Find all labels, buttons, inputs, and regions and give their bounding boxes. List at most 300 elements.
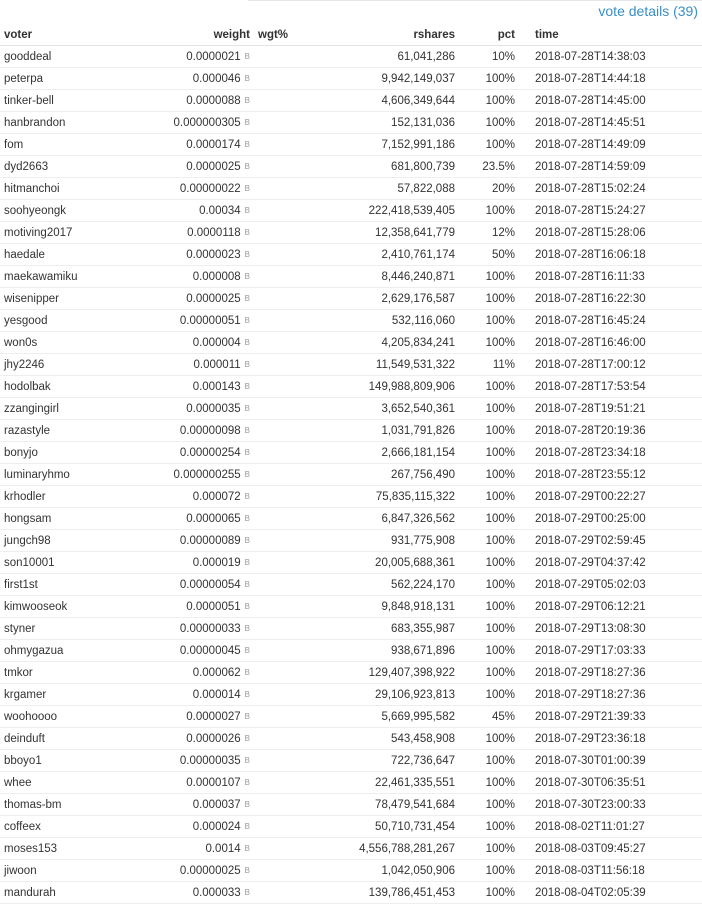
weight-cell [140,684,254,706]
voter-cell [0,706,140,728]
time-cell: 2018-07-30T23:00:33 [519,794,702,816]
table-row [0,530,702,552]
table-row [0,244,702,266]
weight-unit-icon: B [244,535,250,545]
voter-link[interactable]: whee [4,776,32,789]
weight-unit-icon: B [244,51,250,61]
votes-table-body [0,46,702,904]
weight-cell [140,46,254,68]
time-cell: 2018-07-29T13:08:30 [519,618,702,640]
voter-cell [0,332,140,354]
weight-value: 0.00000022 [179,182,241,195]
table-row [0,178,702,200]
voter-cell [0,552,140,574]
wgt-cell [254,68,344,90]
voter-link[interactable]: mandurah [4,886,56,899]
table-row [0,486,702,508]
rshares-cell: 78,479,541,684 [344,794,459,816]
rshares-cell: 9,942,149,037 [344,68,459,90]
voter-cell [0,464,140,486]
wgt-cell [254,816,344,838]
weight-cell [140,156,254,178]
weight-value: 0.000000255 [173,468,241,481]
table-row [0,794,702,816]
weight-value: 0.000008 [192,270,241,283]
rshares-cell: 29,106,923,813 [344,684,459,706]
table-row [0,816,702,838]
pct-cell: 100% [459,728,519,750]
pct-cell: 100% [459,508,519,530]
weight-value: 0.00000054 [179,578,241,591]
wgt-cell [254,662,344,684]
weight-unit-icon: B [244,425,250,435]
wgt-cell [254,398,344,420]
rshares-cell: 61,041,286 [344,46,459,68]
voter-link[interactable]: first1st [4,578,38,591]
table-row [0,112,702,134]
weight-cell [140,508,254,530]
weight-value: 0.000019 [192,556,241,569]
column-header-voter[interactable]: voter [0,24,140,46]
table-row [0,838,702,860]
header-divider [248,0,702,1]
voter-cell [0,376,140,398]
voter-link[interactable]: jiwoon [4,864,37,877]
weight-unit-icon: B [244,315,250,325]
weight-unit-icon: B [244,689,250,699]
voter-link[interactable]: yesgood [4,314,48,327]
pct-cell: 100% [459,794,519,816]
table-row [0,552,702,574]
weight-value: 0.000037 [192,798,241,811]
voter-link[interactable]: luminaryhmo [4,468,70,481]
time-cell: 2018-07-28T17:00:12 [519,354,702,376]
table-row [0,420,702,442]
wgt-cell [254,310,344,332]
weight-value: 0.0014 [205,842,241,855]
weight-unit-icon: B [244,183,250,193]
pct-cell: 100% [459,134,519,156]
wgt-cell [254,222,344,244]
voter-cell [0,618,140,640]
rshares-cell: 722,736,647 [344,750,459,772]
voter-cell [0,662,140,684]
time-cell: 2018-07-28T15:02:24 [519,178,702,200]
weight-cell [140,376,254,398]
weight-value: 0.0000027 [186,710,241,723]
table-row [0,288,702,310]
weight-cell [140,816,254,838]
weight-unit-icon: B [244,73,250,83]
weight-cell [140,134,254,156]
table-row [0,222,702,244]
table-row [0,156,702,178]
pct-cell: 100% [459,596,519,618]
weight-cell [140,838,254,860]
voter-link[interactable]: soohyeongk [4,204,67,217]
wgt-cell [254,90,344,112]
voter-cell [0,178,140,200]
weight-unit-icon: B [244,337,250,347]
pct-cell: 12% [459,222,519,244]
weight-value: 0.0000035 [186,402,241,415]
weight-cell [140,112,254,134]
rshares-cell: 12,358,641,779 [344,222,459,244]
pct-cell: 100% [459,530,519,552]
wgt-cell [254,618,344,640]
table-row [0,772,702,794]
weight-value: 0.000014 [192,688,241,701]
voter-link[interactable]: woohoooo [4,710,58,723]
voter-cell [0,794,140,816]
column-header-wgt[interactable]: wgt% [254,24,344,46]
voter-cell [0,728,140,750]
pct-cell: 100% [459,200,519,222]
pct-cell: 100% [459,266,519,288]
voter-cell [0,90,140,112]
voter-cell [0,288,140,310]
pct-cell: 45% [459,706,519,728]
pct-cell: 100% [459,552,519,574]
weight-unit-icon: B [244,403,250,413]
weight-unit-icon: B [244,469,250,479]
voter-link[interactable]: moses153 [4,842,58,855]
voter-cell [0,420,140,442]
weight-unit-icon: B [244,491,250,501]
vote-details-link[interactable]: vote details (39) [598,3,698,19]
voter-link[interactable]: ohmygazua [4,644,64,657]
rshares-cell: 149,988,809,906 [344,376,459,398]
weight-value: 0.000033 [192,886,241,899]
pct-cell: 100% [459,860,519,882]
time-cell: 2018-07-28T19:51:21 [519,398,702,420]
rshares-cell: 681,800,739 [344,156,459,178]
pct-cell: 100% [459,442,519,464]
weight-cell [140,354,254,376]
time-cell: 2018-07-29T21:39:33 [519,706,702,728]
weight-value: 0.00000051 [179,314,241,327]
rshares-cell: 683,355,987 [344,618,459,640]
voter-link[interactable]: dyd2663 [4,160,49,173]
weight-unit-icon: B [244,843,250,853]
wgt-cell [254,332,344,354]
weight-unit-icon: B [244,799,250,809]
pct-cell: 100% [459,420,519,442]
wgt-cell [254,596,344,618]
voter-cell [0,134,140,156]
vote-details-header [0,0,702,24]
rshares-cell: 222,418,539,405 [344,200,459,222]
pct-cell: 100% [459,288,519,310]
rshares-cell: 267,756,490 [344,464,459,486]
weight-value: 0.0000065 [186,512,241,525]
time-cell: 2018-07-28T17:53:54 [519,376,702,398]
rshares-cell: 938,671,896 [344,640,459,662]
pct-cell: 100% [459,882,519,904]
wgt-cell [254,772,344,794]
time-cell: 2018-07-29T04:37:42 [519,552,702,574]
weight-value: 0.00000033 [179,622,241,635]
weight-value: 0.00000035 [179,754,241,767]
voter-link[interactable]: wisenipper [4,292,59,305]
weight-value: 0.0000088 [186,94,241,107]
time-cell: 2018-07-28T14:44:18 [519,68,702,90]
time-cell: 2018-07-29T05:02:03 [519,574,702,596]
weight-cell [140,68,254,90]
pct-cell: 100% [459,486,519,508]
time-cell: 2018-07-29T18:27:36 [519,662,702,684]
pct-cell: 100% [459,618,519,640]
weight-cell [140,772,254,794]
table-row [0,90,702,112]
weight-value: 0.0000023 [186,248,241,261]
weight-cell [140,530,254,552]
column-header-rshares[interactable]: rshares [344,24,459,46]
pct-cell: 100% [459,816,519,838]
pct-cell: 100% [459,68,519,90]
weight-value: 0.0000021 [186,50,241,63]
voter-cell [0,508,140,530]
time-cell: 2018-07-29T06:12:21 [519,596,702,618]
voter-link[interactable]: jhy2246 [4,358,45,371]
voter-link[interactable]: krgamer [4,688,47,701]
voter-link[interactable]: krhodler [4,490,46,503]
table-row [0,68,702,90]
rshares-cell: 4,556,788,281,267 [344,838,459,860]
weight-unit-icon: B [244,293,250,303]
voter-cell [0,640,140,662]
wgt-cell [254,860,344,882]
table-row [0,750,702,772]
time-cell: 2018-07-28T16:11:33 [519,266,702,288]
time-cell: 2018-07-28T15:24:27 [519,200,702,222]
voter-link[interactable]: won0s [4,336,38,349]
weight-value: 0.00034 [199,204,241,217]
rshares-cell: 8,446,240,871 [344,266,459,288]
wgt-cell [254,728,344,750]
voter-link[interactable]: thomas-bm [4,798,62,811]
voter-link[interactable]: bboyo1 [4,754,42,767]
voter-link[interactable]: motiving2017 [4,226,73,239]
wgt-cell [254,288,344,310]
weight-unit-icon: B [244,645,250,655]
voter-link[interactable]: tinker-bell [4,94,54,107]
rshares-cell: 3,652,540,361 [344,398,459,420]
voter-link[interactable]: son10001 [4,556,55,569]
rshares-cell: 11,549,531,322 [344,354,459,376]
voter-cell [0,354,140,376]
voter-cell [0,310,140,332]
rshares-cell: 57,822,088 [344,178,459,200]
weight-value: 0.000011 [193,358,241,371]
weight-value: 0.000024 [192,820,241,833]
rshares-cell: 562,224,170 [344,574,459,596]
column-header-time[interactable]: time [519,24,702,46]
weight-unit-icon: B [244,887,250,897]
pct-cell: 100% [459,376,519,398]
rshares-cell: 5,669,995,582 [344,706,459,728]
voter-cell [0,486,140,508]
table-row [0,398,702,420]
weight-value: 0.000046 [192,72,241,85]
voter-cell [0,860,140,882]
rshares-cell: 2,629,176,587 [344,288,459,310]
rshares-cell: 50,710,731,454 [344,816,459,838]
wgt-cell [254,46,344,68]
pct-cell: 10% [459,46,519,68]
time-cell: 2018-07-28T15:28:06 [519,222,702,244]
wgt-cell [254,112,344,134]
table-row [0,442,702,464]
weight-unit-icon: B [244,447,250,457]
weight-value: 0.00000254 [179,446,241,459]
time-cell: 2018-07-29T02:59:45 [519,530,702,552]
voter-link[interactable]: peterpa [4,72,44,85]
wgt-cell [254,552,344,574]
wgt-cell [254,706,344,728]
rshares-cell: 931,775,908 [344,530,459,552]
voter-cell [0,442,140,464]
voter-link[interactable]: tmkor [4,666,33,679]
voter-cell [0,882,140,904]
table-row [0,640,702,662]
weight-cell [140,332,254,354]
pct-cell: 100% [459,464,519,486]
weight-value: 0.000062 [192,666,241,679]
time-cell: 2018-07-29T23:36:18 [519,728,702,750]
pct-cell: 100% [459,310,519,332]
weight-unit-icon: B [244,755,250,765]
voter-link[interactable]: styner [4,622,36,635]
weight-value: 0.000143 [192,380,241,393]
voter-link[interactable]: maekawamiku [4,270,78,283]
weight-cell [140,486,254,508]
wgt-cell [254,442,344,464]
wgt-cell [254,486,344,508]
time-cell: 2018-08-02T11:01:27 [519,816,702,838]
wgt-cell [254,200,344,222]
rshares-cell: 1,042,050,906 [344,860,459,882]
weight-unit-icon: B [244,601,250,611]
wgt-cell [254,574,344,596]
pct-cell: 11% [459,354,519,376]
weight-value: 0.000000305 [173,116,241,129]
voter-link[interactable]: hanbrandon [4,116,66,129]
voter-link[interactable]: hongsam [4,512,52,525]
weight-unit-icon: B [244,667,250,677]
weight-unit-icon: B [244,271,250,281]
wgt-cell [254,684,344,706]
time-cell: 2018-07-29T17:03:33 [519,640,702,662]
weight-unit-icon: B [244,557,250,567]
table-row [0,706,702,728]
table-row [0,464,702,486]
weight-unit-icon: B [244,623,250,633]
weight-value: 0.000072 [192,490,241,503]
table-row [0,332,702,354]
voter-link[interactable]: bonyjo [4,446,38,459]
weight-value: 0.00000025 [179,864,241,877]
weight-value: 0.000004 [192,336,241,349]
column-header-weight[interactable]: weight [140,24,254,46]
weight-value: 0.0000025 [186,160,241,173]
weight-unit-icon: B [244,249,250,259]
weight-value: 0.00000045 [179,644,241,657]
rshares-cell: 7,152,991,186 [344,134,459,156]
column-header-pct[interactable]: pct [459,24,519,46]
weight-cell [140,90,254,112]
weight-value: 0.0000174 [186,138,241,151]
rshares-cell: 6,847,326,562 [344,508,459,530]
voter-link[interactable]: coffeex [4,820,41,833]
rshares-cell: 139,786,451,453 [344,882,459,904]
voter-cell [0,222,140,244]
rshares-cell: 152,131,036 [344,112,459,134]
voter-link[interactable]: gooddeal [4,50,52,63]
table-row [0,860,702,882]
table-row [0,618,702,640]
table-row [0,134,702,156]
votes-table [0,24,702,904]
table-row [0,882,702,904]
time-cell: 2018-08-03T11:56:18 [519,860,702,882]
wgt-cell [254,464,344,486]
weight-cell [140,882,254,904]
pct-cell: 100% [459,398,519,420]
table-row [0,200,702,222]
weight-cell [140,222,254,244]
voter-cell [0,244,140,266]
wgt-cell [254,156,344,178]
voter-link[interactable]: hodolbak [4,380,51,393]
voter-link[interactable]: kimwooseok [4,600,68,613]
time-cell: 2018-07-29T00:25:00 [519,508,702,530]
weight-cell [140,420,254,442]
voter-link[interactable]: deinduft [4,732,45,745]
voter-cell [0,398,140,420]
pct-cell: 100% [459,574,519,596]
weight-unit-icon: B [244,359,250,369]
time-cell: 2018-08-03T09:45:27 [519,838,702,860]
wgt-cell [254,354,344,376]
voter-link[interactable]: fom [4,138,24,151]
weight-cell [140,574,254,596]
time-cell: 2018-07-28T16:22:30 [519,288,702,310]
voter-link[interactable]: hitmanchoi [4,182,60,195]
rshares-cell: 4,606,349,644 [344,90,459,112]
time-cell: 2018-07-29T00:22:27 [519,486,702,508]
weight-cell [140,200,254,222]
weight-unit-icon: B [244,711,250,721]
weight-unit-icon: B [244,579,250,589]
voter-link[interactable]: haedale [4,248,45,261]
table-row [0,574,702,596]
weight-cell [140,552,254,574]
wgt-cell [254,134,344,156]
voter-link[interactable]: razastyle [4,424,51,437]
pct-cell: 100% [459,750,519,772]
voter-link[interactable]: jungch98 [4,534,51,547]
wgt-cell [254,640,344,662]
weight-cell [140,706,254,728]
time-cell: 2018-07-28T16:06:18 [519,244,702,266]
weight-cell [140,244,254,266]
wgt-cell [254,508,344,530]
time-cell: 2018-07-28T14:45:00 [519,90,702,112]
voter-link[interactable]: zzangingirl [4,402,59,415]
weight-unit-icon: B [244,95,250,105]
weight-unit-icon: B [244,227,250,237]
